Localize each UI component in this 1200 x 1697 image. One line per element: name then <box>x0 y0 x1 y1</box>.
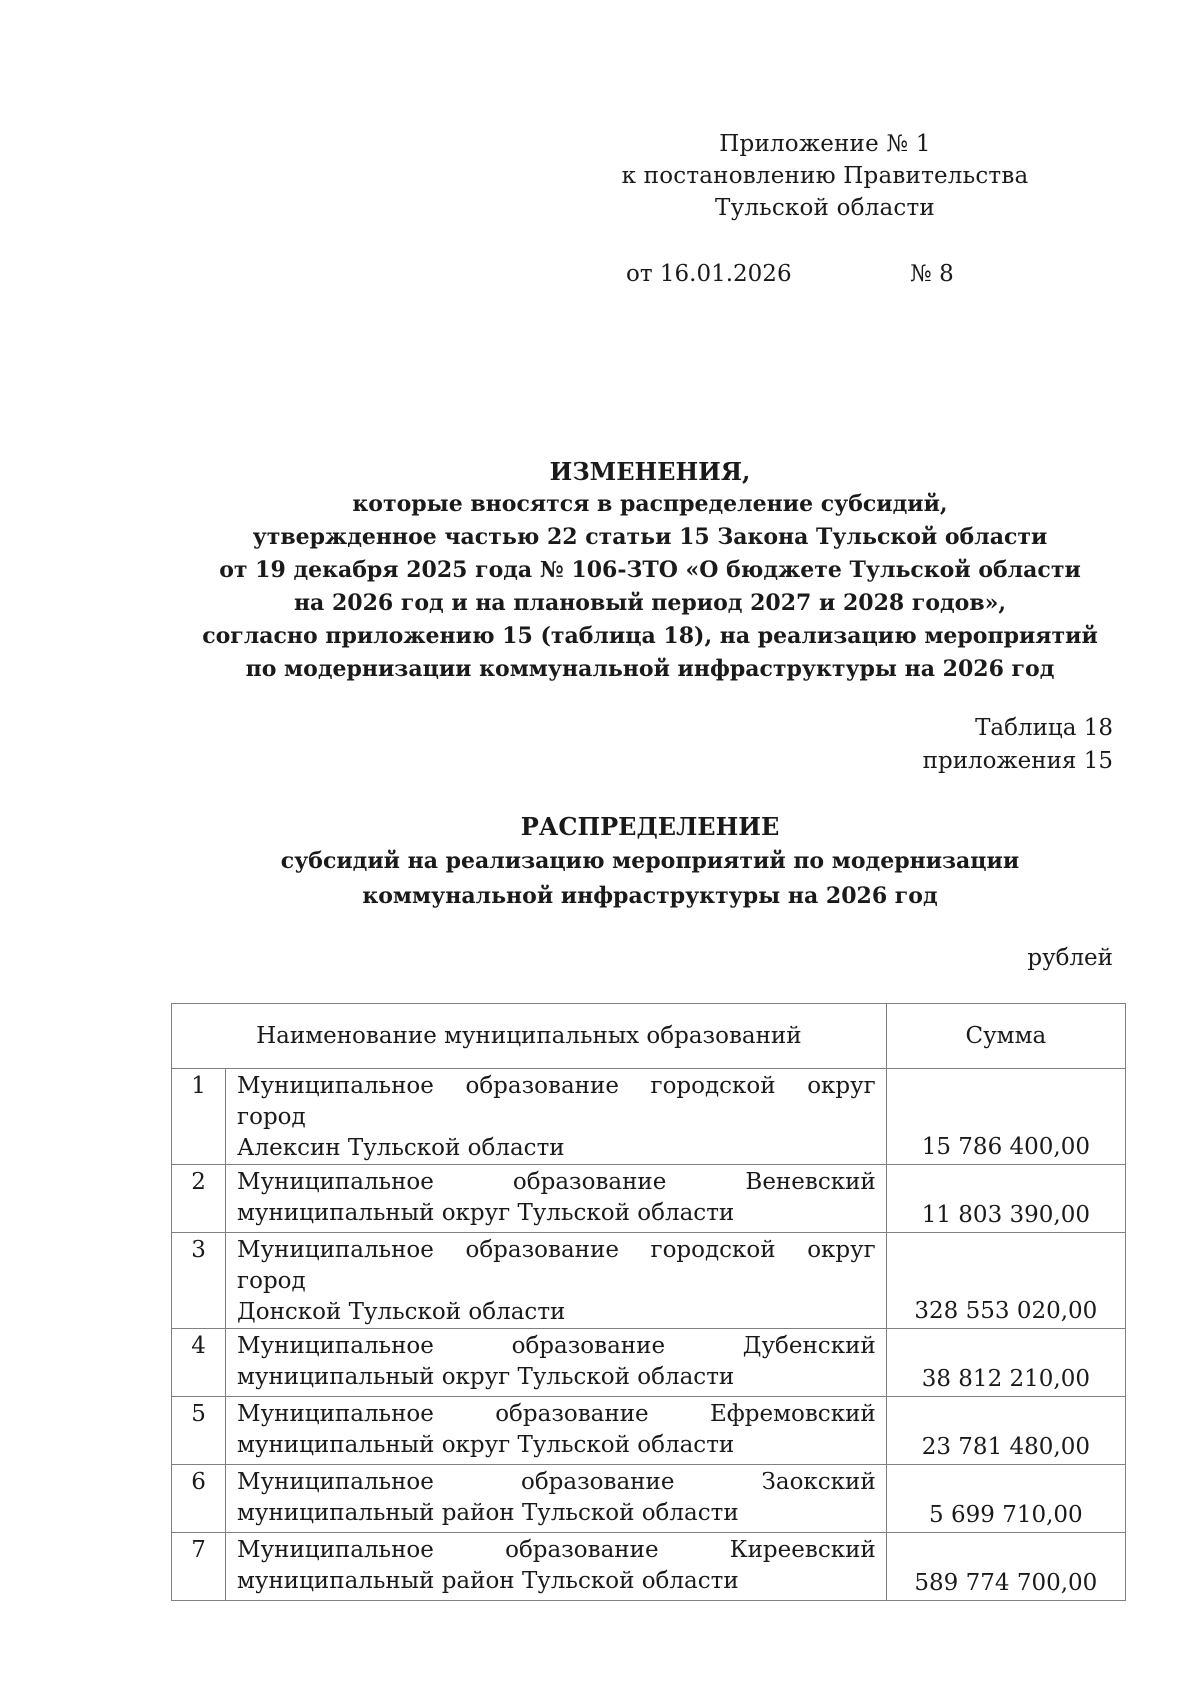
row-number: 1 <box>172 1069 226 1165</box>
row-sum: 23 781 480,00 <box>886 1397 1125 1465</box>
table-row <box>172 1533 1126 1601</box>
distribution-title-block <box>150 809 1150 914</box>
row-name <box>226 1069 887 1165</box>
row-sum: 589 774 700,00 <box>886 1533 1125 1601</box>
row-name <box>226 1233 887 1329</box>
table-reference <box>923 712 1113 778</box>
table-row <box>172 1233 1126 1329</box>
row-name <box>226 1397 887 1465</box>
header-name: Наименование муниципальных образований <box>172 1004 887 1069</box>
row-name-line2: муниципальный округ Тульской области <box>237 1364 735 1390</box>
row-name-line2: Донской Тульской области <box>237 1299 566 1325</box>
changes-title-block <box>150 455 1150 686</box>
units-label: рублей <box>1027 945 1113 971</box>
appendix-header <box>620 128 1030 224</box>
row-number: 5 <box>172 1397 226 1465</box>
decree-number: № 8 <box>910 261 954 287</box>
changes-line: от 19 декабря 2025 года № 106-ЗТО «О бюджете Тульской области <box>219 557 1081 583</box>
decree-line <box>626 258 966 290</box>
appendix-subtitle: к постановлению Правительства <box>621 163 1029 189</box>
row-name-line2: муниципальный район Тульской области <box>237 1568 739 1594</box>
table-appendix: приложения 15 <box>922 748 1113 774</box>
table-row <box>172 1329 1126 1397</box>
row-number: 4 <box>172 1329 226 1397</box>
row-sum: 5 699 710,00 <box>886 1465 1125 1533</box>
row-name <box>226 1165 887 1233</box>
distribution-table <box>171 1003 1126 1601</box>
decree-date: от 16.01.2026 <box>626 261 792 287</box>
row-name-line2: Алексин Тульской области <box>237 1135 565 1161</box>
table-row <box>172 1465 1126 1533</box>
table-row <box>172 1397 1126 1465</box>
row-number: 7 <box>172 1533 226 1601</box>
distribution-line: субсидий на реализацию мероприятий по модернизации <box>280 848 1020 874</box>
appendix-title: Приложение № 1 <box>719 131 931 157</box>
row-name-line2: муниципальный округ Тульской области <box>237 1432 735 1458</box>
row-name <box>226 1329 887 1397</box>
row-name-line2: муниципальный округ Тульской области <box>237 1200 735 1226</box>
appendix-region: Тульской области <box>715 195 935 221</box>
row-sum: 15 786 400,00 <box>886 1069 1125 1165</box>
table-header-row <box>172 1004 1126 1069</box>
row-name <box>226 1533 887 1601</box>
changes-line: утвержденное частью 22 статьи 15 Закона Тульской области <box>252 524 1048 550</box>
changes-line: на 2026 год и на плановый период 2027 и 2028 годов», <box>293 590 1007 616</box>
header-sum: Сумма <box>886 1004 1125 1069</box>
row-name-line1: Муниципальное образование Киреевский <box>237 1537 876 1563</box>
row-name-line1: Муниципальное образование городской округ город <box>237 1237 876 1294</box>
row-sum: 328 553 020,00 <box>886 1233 1125 1329</box>
distribution-heading: РАСПРЕДЕЛЕНИЕ <box>520 812 780 841</box>
table-row <box>172 1069 1126 1165</box>
row-number: 6 <box>172 1465 226 1533</box>
row-name-line1: Муниципальное образование Заокский <box>237 1469 876 1495</box>
changes-line: по модернизации коммунальной инфраструктуры на 2026 год <box>245 656 1055 682</box>
changes-line: согласно приложению 15 (таблица 18), на реализацию мероприятий <box>202 623 1098 649</box>
changes-line: которые вносятся в распределение субсидий, <box>352 491 948 517</box>
row-name <box>226 1465 887 1533</box>
row-number: 2 <box>172 1165 226 1233</box>
row-number: 3 <box>172 1233 226 1329</box>
row-name-line2: муниципальный район Тульской области <box>237 1500 739 1526</box>
row-name-line1: Муниципальное образование Веневский <box>237 1169 876 1195</box>
row-name-line1: Муниципальное образование Дубенский <box>237 1333 876 1359</box>
row-sum: 38 812 210,00 <box>886 1329 1125 1397</box>
row-name-line1: Муниципальное образование городской округ город <box>237 1073 876 1130</box>
table-number: Таблица 18 <box>975 715 1113 741</box>
table-row <box>172 1165 1126 1233</box>
row-sum: 11 803 390,00 <box>886 1165 1125 1233</box>
changes-heading: ИЗМЕНЕНИЯ, <box>549 457 751 486</box>
row-name-line1: Муниципальное образование Ефремовский <box>237 1401 876 1427</box>
distribution-line: коммунальной инфраструктуры на 2026 год <box>362 883 938 909</box>
